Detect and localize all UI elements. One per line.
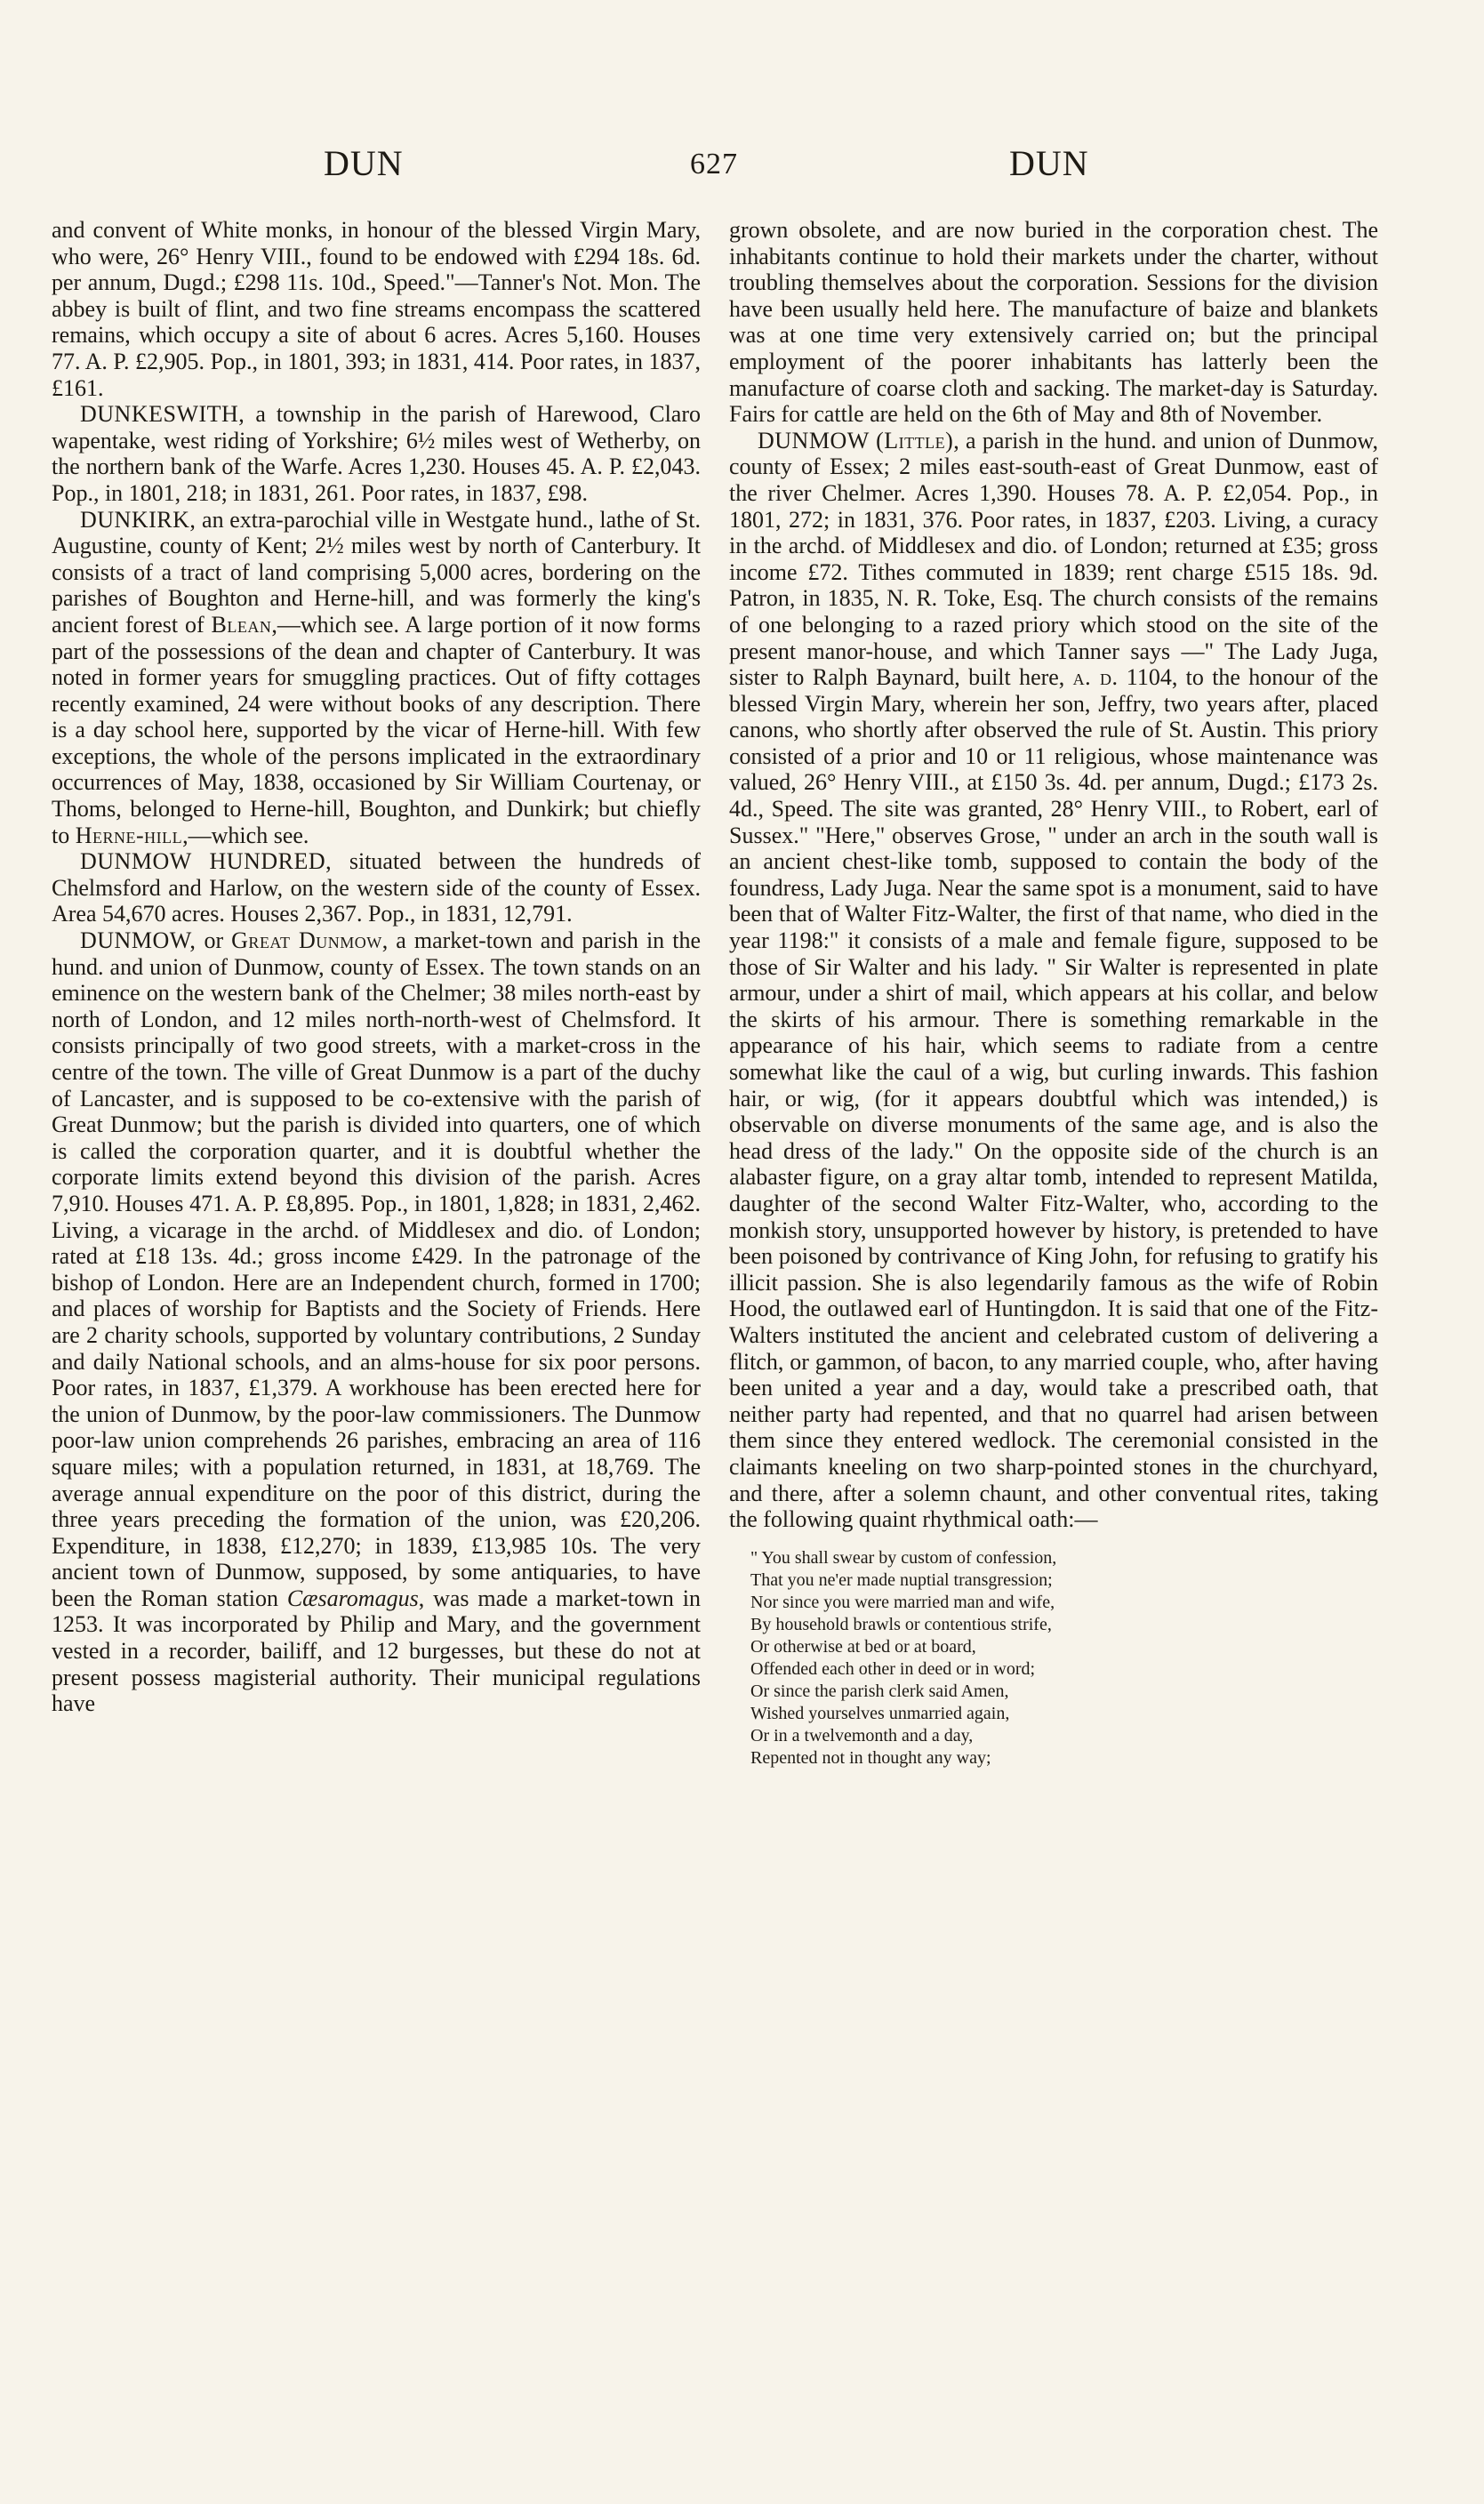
- entry-text: grown obsolete, and are now buried in the corporation chest. The inhabitants continue to hold their markets under the charter, without troubling themselves about the corporation. Sessions for the division have been usually held here. The manufacture of baize and blankets was at one time very extensively carried on; but the principal employment of the poorer inhabitants has latterly been the manufacture of coarse cloth and sacking. The market-day is Saturday. Fairs for cattle are held on the 6th of May and 8th of November.: [729, 217, 1378, 428]
- header-right-catchword: DUN: [1009, 143, 1089, 183]
- verse-line: Or otherwise at bed or at board,: [750, 1636, 976, 1657]
- header-left-catchword: DUN: [324, 143, 404, 183]
- entry-headword: DUNMOW,: [80, 927, 197, 954]
- entry-headword: DUNKIRK,: [80, 506, 197, 533]
- verse-line: Repented not in thought any way;: [750, 1747, 991, 1768]
- entry-qualifier: (Little): [876, 427, 954, 453]
- running-header: [0, 133, 1484, 187]
- oath-verse: [750, 1547, 1378, 1770]
- entry-text: ,—which see. A large portion of it now forms part of the possessions of the dean and chapter of Canterbury. It was noted in former years for smuggling practices. Out of fifty cottages recently examined, 24 were without books of any description. There is a day school here, supported by the vicar of Herne-hill. With few exceptions, the whole of the persons implicated in the extraordinary occurrences of May, 1838, occasioned by Sir William Courtenay, or Thoms, belonged to Herne-hill, Boughton, and Dunkirk; but chiefly to: [52, 611, 701, 848]
- verse-line: That you ne'er made nuptial transgression;: [750, 1569, 1053, 1590]
- entry-text: ,—which see.: [182, 822, 309, 848]
- alternate-name: Great Dunmow: [231, 927, 382, 954]
- entry-text: 1104, to the honour of the blessed Virgin Mary, wherein her son, Jeffry, two years after, placed canons, who shortly after observed the rule of St. Austin. This priory consisted of a prior and 10 or 11 religious, whose maintenance was valued, 26° Henry VIII., at £150 3s. 4d. per annum, Dugd.; £173 2s. 4d., Speed. The site was granted, 28° Henry VIII., to Robert, earl of Sussex." "Here," observes Grose, " under an arch in the south wall is an ancient chest-like tomb, supposed to contain the body of the foundress, Lady Juga. Near the same spot is a monument, said to have been that of Walter Fitz-Walter, the first of that name, who died in the year 1198:" it consists of a male and female figure, supposed to be those of Sir Walter and his lady. " Sir Walter is represented in plate armour, under a shirt of mail, which appears at his collar, and below the skirts of his armour. There is something remarkable in the appearance of his hair, which seems to radiate from a centre somewhat like the caul of a wig, but curling inwards. This fashion hair, or wig, (for it appears doubtful which was intended,) is observable on diverse monuments of the same age, and is also the head dress of the lady." On the opposite side of the church is an alabaster figure, on a gray altar tomb, intended to represent Matilda, daughter of the second Walter Fitz-Walter, who, according to the monkish story, unsupported however by history, is pretended to have been poisoned by contrivance of King John, for refusing to gratify his illicit passion. She is also legendarily famous as the wife of Robin Hood, the outlawed earl of Huntingdon. It is said that one of the Fitz-Walters instituted the ancient and celebrated custom of delivering a flitch, or gammon, of bacon, to any married couple, who, after having been united a year and a day, would take a prescribed oath, that neither party had repented, and that no quarrel had arisen between them since they entered wedlock. The ceremonial consisted in the claimants kneeling on two sharp-pointed stones in the churchyard, and there, after a solemn chaunt, and other conventual rites, taking the following quaint rhythmical oath:—: [729, 664, 1379, 1533]
- verse-line: Or since the parish clerk said Amen,: [750, 1681, 1009, 1701]
- entry-dunmow: [52, 927, 701, 1717]
- entry-continuation: [52, 217, 701, 401]
- verse-line: Or in a twelvemonth and a day,: [750, 1725, 974, 1746]
- entry-text: an extra-parochial ville in Westgate hund., lathe of St. Augustine, county of Kent; 2½ miles west by north of Canterbury. It consists of a tract of land comprising 5,000 acres, bordering on the parishes of Boughton and Herne-hill, and was formerly the king's ancient forest of: [52, 506, 701, 638]
- cross-reference: Blean: [211, 611, 272, 638]
- entry-dunkeswith: [52, 401, 701, 506]
- era-abbreviation: a. d.: [1072, 664, 1119, 691]
- entry-text: , a parish in the hund. and union of Dunmow, county of Essex; 2 miles east-south-east of Great Dunmow, east of the river Chelmer. Acres 1,390. Houses 78. A. P. £2,054. Pop., in 1801, 272; in 1831, 376. Poor rates, in 1837, £203. Living, a curacy in the archd. of Middlesex and dio. of London; returned at £35; gross income £72. Tithes commuted in 1839; rent charge £515 18s. 9d. Patron, in 1835, N. R. Toke, Esq. The church consists of the remains of one belonging to a razed priory which stood on the site of the present manor-house, and which Tanner says —" The Lady Juga, sister to Ralph Baynard, built here,: [729, 427, 1378, 691]
- entry-text: a township in the parish of Harewood, Claro wapentake, west riding of Yorkshire; 6½ miles west of Wetherby, on the northern bank of the Warfe. Acres 1,230. Houses 45. A. P. £2,043. Pop., in 1801, 218; in 1831, 261. Poor rates, in 1837, £98.: [52, 401, 701, 506]
- page-number: 627: [690, 148, 738, 181]
- cross-reference: Herne-hill: [75, 822, 183, 848]
- entry-text: and convent of White monks, in honour of the blessed Virgin Mary, who were, 26° Henry VIII., found to be endowed with £294 18s. 6d. per annum, Dugd.; £298 11s. 10d., Speed."—Tanner's Not. Mon. The abbey is built of flint, and two fine streams encompass the scattered remains, which occupy a site of about 6 acres. Acres 5,160. Houses 77. A. P. £2,905. Pop., in 1801, 393; in 1831, 414. Poor rates, in 1837, £161.: [52, 217, 701, 401]
- entry-text: situated between the hundreds of Chelmsford and Harlow, on the western side of the county of Essex. Area 54,670 acres. Houses 2,367. Pop., in 1831, 12,791.: [52, 848, 702, 927]
- verse-line: By household brawls or contentious strife,: [750, 1614, 1052, 1634]
- entry-dunmow-little: [729, 428, 1378, 1533]
- right-column: [729, 217, 1378, 1770]
- verse-line: Nor since you were married man and wife,: [750, 1592, 1055, 1612]
- left-column: [52, 217, 701, 1717]
- verse-line: Wished yourselves unmarried again,: [750, 1703, 1010, 1723]
- entry-text: or: [196, 927, 232, 954]
- entry-text: , was made a market-town in 1253. It was incorporated by Philip and Mary, and the government vested in a recorder, bailiff, and 12 burgesses, but these do not at present possess magisterial authority. Their municipal regulations have: [52, 1585, 701, 1717]
- entry-dunmow-hundred: [52, 848, 701, 927]
- entry-headword: DUNKESWITH,: [80, 401, 245, 428]
- latin-name: Cæsaromagus: [286, 1585, 419, 1611]
- entry-headword: DUNMOW HUNDRED,: [80, 848, 333, 875]
- entry-text: , a market-town and parish in the hund. and union of Dunmow, county of Essex. The town stands on an eminence on the western bank of the Chelmer; 38 miles north-east by north of London, and 12 miles north-north-west of Chelmsford. It consists principally of two good streets, with a market-cross in the centre of the town. The ville of Great Dunmow is a part of the duchy of Lancaster, and is supposed to be co-extensive with the parish of Great Dunmow; but the parish is divided into quarters, one of which is called the corporation quarter, and it is doubtful whether the corporate limits extend beyond this division of the parish. Acres 7,910. Houses 471. A. P. £8,895. Pop., in 1801, 1,828; in 1831, 2,462. Living, a vicarage in the archd. of Middlesex and dio. of London; rated at £18 13s. 4d.; gross income £429. In the patronage of the bishop of London. Here are an Independent church, formed in 1700; and places of worship for Baptists and the Society of Friends. Here are 2 charity schools, supported by voluntary contributions, 2 Sunday and daily National schools, and an alms-house for six poor persons. Poor rates, in 1837, £1,379. A workhouse has been erected here for the union of Dunmow, by the poor-law commissioners. The Dunmow poor-law union comprehends 26 parishes, embracing an area of 116 square miles; with a population returned, in 1831, at 18,769. The average annual expenditure on the poor of this district, during the three years preceding the formation of the union, was £20,206. Expenditure, in 1838, £12,270; in 1839, £13,985 10s. The very ancient town of Dunmow, supposed, by some antiquaries, to have been the Roman station: [52, 927, 701, 1611]
- entry-continuation: [729, 217, 1378, 428]
- verse-line: " You shall swear by custom of confession,: [750, 1547, 1057, 1568]
- entry-dunkirk: [52, 507, 701, 849]
- entry-headword: DUNMOW: [758, 427, 870, 453]
- verse-line: Offended each other in deed or in word;: [750, 1658, 1036, 1679]
